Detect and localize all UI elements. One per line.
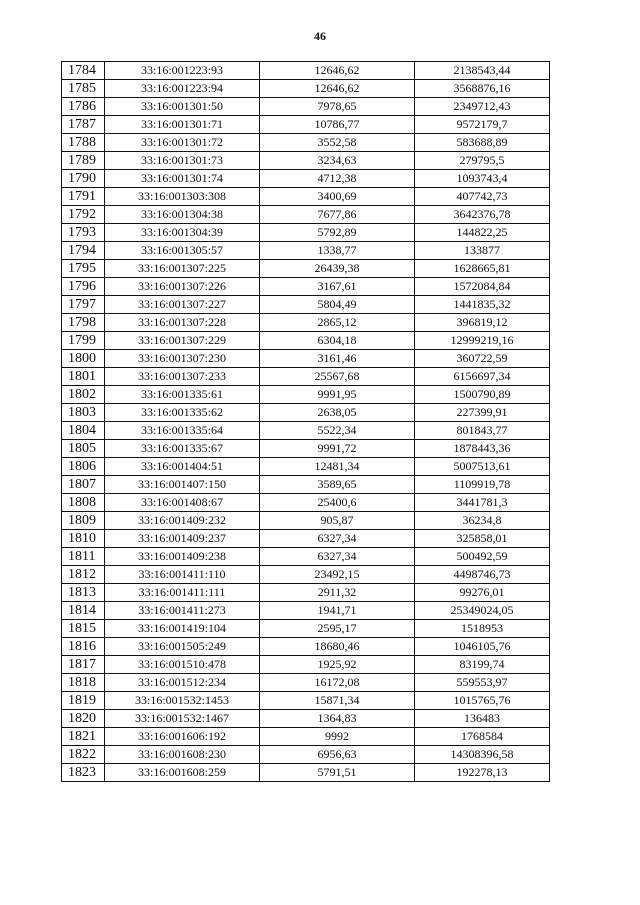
cadastral-number-cell: 33:16:001409:237 bbox=[105, 530, 260, 548]
cadastral-number-cell: 33:16:001307:225 bbox=[105, 260, 260, 278]
cadastral-number-cell: 33:16:001335:67 bbox=[105, 440, 260, 458]
cadastral-number-cell: 33:16:001335:62 bbox=[105, 404, 260, 422]
cadastral-number-cell: 33:16:001411:111 bbox=[105, 584, 260, 602]
area-cell: 2911,32 bbox=[260, 584, 415, 602]
table-row bbox=[62, 692, 550, 710]
table-row bbox=[62, 548, 550, 566]
row-number-cell: 1797 bbox=[62, 296, 105, 314]
area-cell: 905,87 bbox=[260, 512, 415, 530]
cadastral-number-cell: 33:16:001305:57 bbox=[105, 242, 260, 260]
page-number: 46 bbox=[314, 29, 326, 43]
area-cell: 26439,38 bbox=[260, 260, 415, 278]
cadastral-number-cell: 33:16:001307:230 bbox=[105, 350, 260, 368]
row-number-cell: 1818 bbox=[62, 674, 105, 692]
area-cell: 4712,38 bbox=[260, 170, 415, 188]
table-row bbox=[62, 566, 550, 584]
table-row bbox=[62, 350, 550, 368]
area-cell: 12646,62 bbox=[260, 62, 415, 80]
table-row bbox=[62, 368, 550, 386]
row-number-cell: 1812 bbox=[62, 566, 105, 584]
cadastral-value-cell: 801843,77 bbox=[415, 422, 550, 440]
table-row bbox=[62, 224, 550, 242]
area-cell: 6327,34 bbox=[260, 530, 415, 548]
cadastral-value-cell: 559553,97 bbox=[415, 674, 550, 692]
row-number-cell: 1816 bbox=[62, 638, 105, 656]
area-cell: 15871,34 bbox=[260, 692, 415, 710]
row-number-cell: 1820 bbox=[62, 710, 105, 728]
row-number-cell: 1789 bbox=[62, 152, 105, 170]
row-number-cell: 1815 bbox=[62, 620, 105, 638]
table-row bbox=[62, 170, 550, 188]
cadastral-number-cell: 33:16:001223:93 bbox=[105, 62, 260, 80]
table-row bbox=[62, 620, 550, 638]
area-cell: 6956,63 bbox=[260, 746, 415, 764]
cadastral-value-cell: 360722,59 bbox=[415, 350, 550, 368]
row-number-cell: 1808 bbox=[62, 494, 105, 512]
cadastral-value-cell: 6156697,34 bbox=[415, 368, 550, 386]
cadastral-value-cell: 2349712,43 bbox=[415, 98, 550, 116]
table-row bbox=[62, 188, 550, 206]
row-number-cell: 1790 bbox=[62, 170, 105, 188]
cadastral-value-cell: 1768584 bbox=[415, 728, 550, 746]
cadastral-value-cell: 5007513,61 bbox=[415, 458, 550, 476]
area-cell: 9992 bbox=[260, 728, 415, 746]
cadastral-value-cell: 1518953 bbox=[415, 620, 550, 638]
area-cell: 7978,65 bbox=[260, 98, 415, 116]
area-cell: 1925,92 bbox=[260, 656, 415, 674]
row-number-cell: 1786 bbox=[62, 98, 105, 116]
cadastral-value-cell: 1572084,84 bbox=[415, 278, 550, 296]
row-number-cell: 1791 bbox=[62, 188, 105, 206]
area-cell: 3234,63 bbox=[260, 152, 415, 170]
cadastral-value-cell: 83199,74 bbox=[415, 656, 550, 674]
cadastral-value-cell: 396819,12 bbox=[415, 314, 550, 332]
table-row bbox=[62, 206, 550, 224]
table-row bbox=[62, 584, 550, 602]
table-row bbox=[62, 494, 550, 512]
area-cell: 10786,77 bbox=[260, 116, 415, 134]
cadastral-value-cell: 3568876,16 bbox=[415, 80, 550, 98]
cadastral-number-cell: 33:16:001608:230 bbox=[105, 746, 260, 764]
area-cell: 6327,34 bbox=[260, 548, 415, 566]
cadastral-number-cell: 33:16:001223:94 bbox=[105, 80, 260, 98]
cadastral-number-cell: 33:16:001512:234 bbox=[105, 674, 260, 692]
area-cell: 3589,65 bbox=[260, 476, 415, 494]
cadastral-number-cell: 33:16:001411:273 bbox=[105, 602, 260, 620]
cadastral-value-cell: 1046105,76 bbox=[415, 638, 550, 656]
area-cell: 2595,17 bbox=[260, 620, 415, 638]
area-cell: 9991,72 bbox=[260, 440, 415, 458]
row-number-cell: 1822 bbox=[62, 746, 105, 764]
cadastral-number-cell: 33:16:001606:192 bbox=[105, 728, 260, 746]
area-cell: 2865,12 bbox=[260, 314, 415, 332]
area-cell: 25400,6 bbox=[260, 494, 415, 512]
area-cell: 1338,77 bbox=[260, 242, 415, 260]
table-row bbox=[62, 728, 550, 746]
cadastral-number-cell: 33:16:001301:72 bbox=[105, 134, 260, 152]
cadastral-number-cell: 33:16:001404:51 bbox=[105, 458, 260, 476]
cadastral-value-cell: 9572179,7 bbox=[415, 116, 550, 134]
row-number-cell: 1819 bbox=[62, 692, 105, 710]
area-cell: 12481,34 bbox=[260, 458, 415, 476]
table-row bbox=[62, 296, 550, 314]
cadastral-value-cell: 1109919,78 bbox=[415, 476, 550, 494]
area-cell: 7677,86 bbox=[260, 206, 415, 224]
cadastral-value-cell: 407742,73 bbox=[415, 188, 550, 206]
cadastral-number-cell: 33:16:001409:232 bbox=[105, 512, 260, 530]
row-number-cell: 1821 bbox=[62, 728, 105, 746]
area-cell: 16172,08 bbox=[260, 674, 415, 692]
area-cell: 6304,18 bbox=[260, 332, 415, 350]
table-row bbox=[62, 314, 550, 332]
table-row bbox=[62, 656, 550, 674]
area-cell: 25567,68 bbox=[260, 368, 415, 386]
row-number-cell: 1813 bbox=[62, 584, 105, 602]
row-number-cell: 1804 bbox=[62, 422, 105, 440]
row-number-cell: 1787 bbox=[62, 116, 105, 134]
table-row bbox=[62, 764, 550, 782]
area-cell: 23492,15 bbox=[260, 566, 415, 584]
cadastral-number-cell: 33:16:001301:50 bbox=[105, 98, 260, 116]
cadastral-number-cell: 33:16:001608:259 bbox=[105, 764, 260, 782]
cadastral-value-cell: 144822,25 bbox=[415, 224, 550, 242]
table-row bbox=[62, 602, 550, 620]
cadastral-number-cell: 33:16:001411:110 bbox=[105, 566, 260, 584]
table-row bbox=[62, 242, 550, 260]
area-cell: 5522,34 bbox=[260, 422, 415, 440]
cadastral-value-cell: 4498746,73 bbox=[415, 566, 550, 584]
row-number-cell: 1793 bbox=[62, 224, 105, 242]
cadastral-value-cell: 12999219,16 bbox=[415, 332, 550, 350]
cadastral-value-cell: 1500790,89 bbox=[415, 386, 550, 404]
area-cell: 3400,69 bbox=[260, 188, 415, 206]
cadastral-number-cell: 33:16:001307:226 bbox=[105, 278, 260, 296]
cadastral-number-cell: 33:16:001408:67 bbox=[105, 494, 260, 512]
cadastral-value-cell: 583688,89 bbox=[415, 134, 550, 152]
cadastral-number-cell: 33:16:001303:308 bbox=[105, 188, 260, 206]
cadastral-value-cell: 36234,8 bbox=[415, 512, 550, 530]
area-cell: 3167,61 bbox=[260, 278, 415, 296]
cadastral-value-cell: 25349024,05 bbox=[415, 602, 550, 620]
row-number-cell: 1784 bbox=[62, 62, 105, 80]
table-row bbox=[62, 134, 550, 152]
row-number-cell: 1785 bbox=[62, 80, 105, 98]
table-row bbox=[62, 278, 550, 296]
table-row bbox=[62, 404, 550, 422]
cadastral-value-cell: 1878443,36 bbox=[415, 440, 550, 458]
table-row bbox=[62, 476, 550, 494]
cadastral-number-cell: 33:16:001532:1467 bbox=[105, 710, 260, 728]
table-row bbox=[62, 260, 550, 278]
cadastral-value-cell: 2138543,44 bbox=[415, 62, 550, 80]
table-row bbox=[62, 152, 550, 170]
row-number-cell: 1800 bbox=[62, 350, 105, 368]
table-row bbox=[62, 440, 550, 458]
cadastral-value-cell: 14308396,58 bbox=[415, 746, 550, 764]
table-row bbox=[62, 458, 550, 476]
area-cell: 18680,46 bbox=[260, 638, 415, 656]
cadastral-value-cell: 1628665,81 bbox=[415, 260, 550, 278]
cadastral-value-cell: 3642376,78 bbox=[415, 206, 550, 224]
row-number-cell: 1802 bbox=[62, 386, 105, 404]
row-number-cell: 1814 bbox=[62, 602, 105, 620]
area-cell: 1364,83 bbox=[260, 710, 415, 728]
table-body bbox=[62, 62, 550, 782]
row-number-cell: 1788 bbox=[62, 134, 105, 152]
cadastral-number-cell: 33:16:001307:233 bbox=[105, 368, 260, 386]
area-cell: 12646,62 bbox=[260, 80, 415, 98]
cadastral-number-cell: 33:16:001307:228 bbox=[105, 314, 260, 332]
row-number-cell: 1794 bbox=[62, 242, 105, 260]
cadastral-number-cell: 33:16:001307:229 bbox=[105, 332, 260, 350]
row-number-cell: 1806 bbox=[62, 458, 105, 476]
table-row bbox=[62, 710, 550, 728]
table-row bbox=[62, 116, 550, 134]
table-row bbox=[62, 422, 550, 440]
row-number-cell: 1823 bbox=[62, 764, 105, 782]
cadastral-number-cell: 33:16:001304:39 bbox=[105, 224, 260, 242]
row-number-cell: 1805 bbox=[62, 440, 105, 458]
table-row bbox=[62, 386, 550, 404]
table-row bbox=[62, 98, 550, 116]
cadastral-number-cell: 33:16:001419:104 bbox=[105, 620, 260, 638]
table-row bbox=[62, 80, 550, 98]
area-cell: 3161,46 bbox=[260, 350, 415, 368]
cadastral-number-cell: 33:16:001335:61 bbox=[105, 386, 260, 404]
cadastral-number-cell: 33:16:001407:150 bbox=[105, 476, 260, 494]
row-number-cell: 1796 bbox=[62, 278, 105, 296]
cadastral-value-cell: 227399,91 bbox=[415, 404, 550, 422]
cadastral-number-cell: 33:16:001335:64 bbox=[105, 422, 260, 440]
row-number-cell: 1792 bbox=[62, 206, 105, 224]
row-number-cell: 1809 bbox=[62, 512, 105, 530]
row-number-cell: 1799 bbox=[62, 332, 105, 350]
row-number-cell: 1798 bbox=[62, 314, 105, 332]
cadastral-value-cell: 1093743,4 bbox=[415, 170, 550, 188]
cadastral-value-cell: 133877 bbox=[415, 242, 550, 260]
cadastral-number-cell: 33:16:001301:71 bbox=[105, 116, 260, 134]
area-cell: 2638,05 bbox=[260, 404, 415, 422]
table-row bbox=[62, 332, 550, 350]
area-cell: 5804,49 bbox=[260, 296, 415, 314]
cadastral-value-cell: 136483 bbox=[415, 710, 550, 728]
row-number-cell: 1801 bbox=[62, 368, 105, 386]
cadastral-value-cell: 500492,59 bbox=[415, 548, 550, 566]
cadastral-number-cell: 33:16:001307:227 bbox=[105, 296, 260, 314]
cadastral-number-cell: 33:16:001505:249 bbox=[105, 638, 260, 656]
cadastral-number-cell: 33:16:001409:238 bbox=[105, 548, 260, 566]
area-cell: 3552,58 bbox=[260, 134, 415, 152]
cadastral-value-cell: 1015765,76 bbox=[415, 692, 550, 710]
cadastral-number-cell: 33:16:001304:38 bbox=[105, 206, 260, 224]
table-row bbox=[62, 746, 550, 764]
table-row bbox=[62, 638, 550, 656]
table-row bbox=[62, 674, 550, 692]
area-cell: 9991,95 bbox=[260, 386, 415, 404]
cadastral-number-cell: 33:16:001301:73 bbox=[105, 152, 260, 170]
row-number-cell: 1810 bbox=[62, 530, 105, 548]
cadastral-value-cell: 325858,01 bbox=[415, 530, 550, 548]
area-cell: 5792,89 bbox=[260, 224, 415, 242]
row-number-cell: 1795 bbox=[62, 260, 105, 278]
row-number-cell: 1817 bbox=[62, 656, 105, 674]
table-row bbox=[62, 530, 550, 548]
cadastral-number-cell: 33:16:001532:1453 bbox=[105, 692, 260, 710]
cadastral-value-table bbox=[61, 61, 550, 782]
cadastral-value-cell: 3441781,3 bbox=[415, 494, 550, 512]
row-number-cell: 1811 bbox=[62, 548, 105, 566]
table-row bbox=[62, 62, 550, 80]
row-number-cell: 1803 bbox=[62, 404, 105, 422]
cadastral-number-cell: 33:16:001510:478 bbox=[105, 656, 260, 674]
area-cell: 5791,51 bbox=[260, 764, 415, 782]
cadastral-value-cell: 279795,5 bbox=[415, 152, 550, 170]
cadastral-value-cell: 99276,01 bbox=[415, 584, 550, 602]
cadastral-value-cell: 1441835,32 bbox=[415, 296, 550, 314]
row-number-cell: 1807 bbox=[62, 476, 105, 494]
area-cell: 1941,71 bbox=[260, 602, 415, 620]
table-row bbox=[62, 512, 550, 530]
cadastral-value-cell: 192278,13 bbox=[415, 764, 550, 782]
cadastral-number-cell: 33:16:001301:74 bbox=[105, 170, 260, 188]
